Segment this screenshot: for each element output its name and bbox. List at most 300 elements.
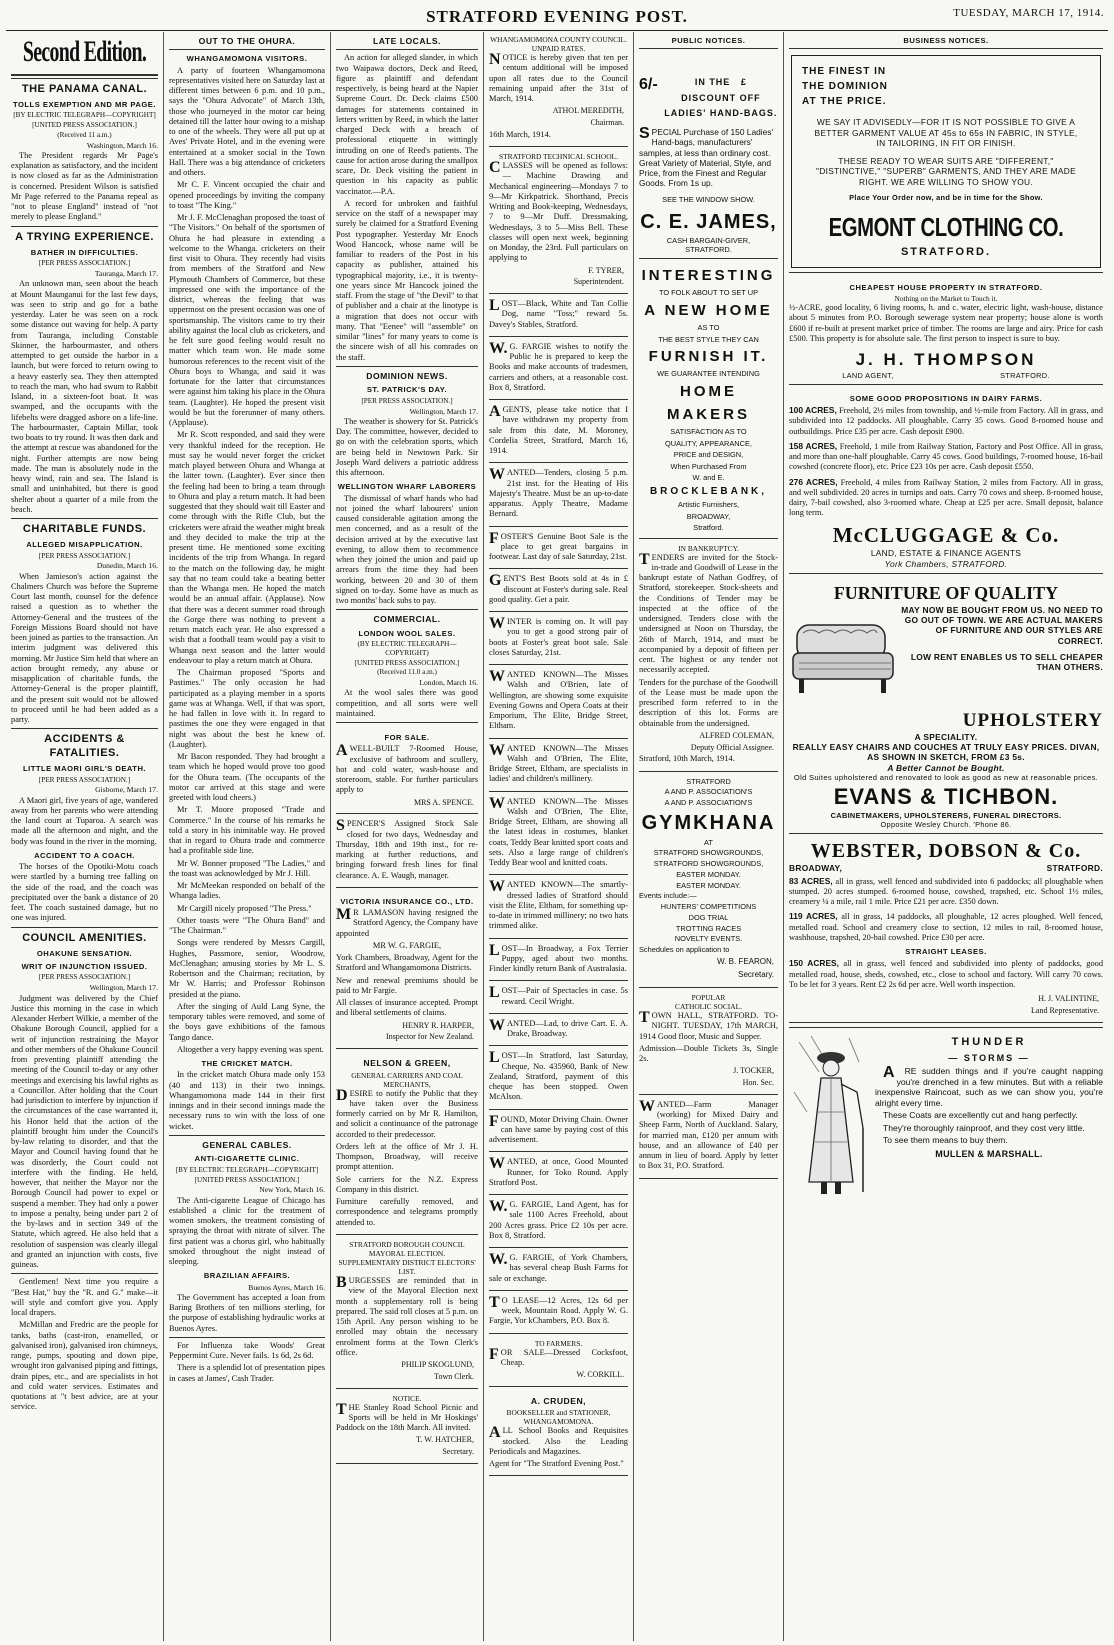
webster-dobson-ad xyxy=(789,836,1103,1023)
council-body: Judgment was delivered by the Chief Justice this morning in the case in which Alexander Herbert Wilkie, a member of the Ohakune Borough Council, applied for a writ of injunction restraining the Mayor and other members of the Ohakune Council from preventing plaintiff attending the meeting of the Council to-day or any other meetings and exercising his lawful rights as a Councillor. After holding that the Court had jurisdiction to interfere by injunction if the circumstances of the case warranted it, his Honor held that the action of the plaintiff brought him under the Council's by-law relating to disorder, and that the Mayor and Council having found that he was disorderly, the Court could not interfere with the finding. He held, however, that neither the Mayor nor the Borough Council had power to expel or suspend a member. They had only a power to impose a penalty, being under part 2 of the by-laws and in section 349 of the Statute, which agreed. He also held that a resolution of suspension was clearly illegal and granted an injunction with costs, five guineas. xyxy=(11,993,158,1269)
cruden-ad xyxy=(489,1389,628,1477)
small-ad-text: LOST—In Stratford, last Saturday, Cheque, No. 435960, Bank of New Zealand, Stratford, payment of this cheque has been stopped. Owen McAlson. xyxy=(489,1049,628,1102)
ad-line: WE GUARANTEE INTENDING xyxy=(657,369,760,379)
ad-line: CATHOLIC SOCIAL. xyxy=(675,1002,742,1012)
dateline: Gisborne, March 17. xyxy=(95,785,158,795)
dairy-farms-ad xyxy=(789,387,1103,574)
agency-line: [UNITED PRESS ASSOCIATION.] xyxy=(32,121,137,130)
dateline: New York, March 16. xyxy=(259,1185,325,1195)
small-ad-text: WANTED KNOWN—The smartly-dressed ladies of Stratford should visit the Elite, Eltham, for something up-to-date in trimmed millinery; no two hats trimmed alike. xyxy=(489,878,628,931)
signature: Land Representative. xyxy=(1031,1005,1099,1015)
ad-line: A NEW HOME xyxy=(644,301,773,319)
dominion-subheading: ST. PATRICK'S DAY. xyxy=(366,385,448,395)
acreage: 158 ACRES, xyxy=(789,440,838,451)
firm-name: BROCKLEBANK, xyxy=(649,485,768,497)
farmers-ad xyxy=(489,1336,628,1387)
charitable-body: When Jamieson's action against the Chalmers Church was before the Supreme Court last month, counsel for the defence raised a question as to whether the Attorney-General and the trustees of the Foreign Missions Board should not have been joined as parties to the transaction. An interim judgment was delivered this morning. Mr Justice Sim held that where an action brought remedy, any abuse or misapplication of charitable funds, the Attorney-General is the proper plaintiff, and the present suit would not be allowed to proceed until he had been added as a party. xyxy=(11,571,159,725)
ad-line: A SPECIALITY. xyxy=(914,731,978,742)
signature: F. TYRER, xyxy=(588,265,624,275)
ad-line: STRATFORD. xyxy=(1000,370,1050,380)
coach-body: The horses of the Opotiki-Motu coach were startled by a burning tree falling on the side of the road, and the coach was precipitated over the bank a distance of 20 feet. The coach sustained damage, but no one was injured. xyxy=(11,862,158,923)
received-line: (Received 11.0 a.m.) xyxy=(377,668,437,677)
locals-para: An action for alleged slander, in which two Waipawa doctors, Deck and Reed, figure as plaintiff and defendant respectively, is being heard at the Napier Supreme Court. Dr. Deck claims £500 damages for statements contained in letters written by Reed, in which the latter charged Deck with a breach of professional etiquette in wittingly intruding on one of Reed's patients. The cause for action arose during the smallpox scare, Dr. Deck visiting the patient in question in his capacity as public vaccinator.—P.A. xyxy=(336,53,478,196)
raincoat-illustration xyxy=(789,1032,871,1202)
ad-line: LAND, ESTATE & FINANCE AGENTS xyxy=(870,548,1022,559)
ad-line: QUALITY, APPEARANCE, xyxy=(665,438,752,448)
nelson-body: Sole carriers for the N.Z. Express Company in this district. xyxy=(336,1174,478,1194)
ad-line: A AND P. ASSOCIATION'S xyxy=(664,787,753,797)
farmers-heading: TO FARMERS. xyxy=(534,1338,583,1348)
small-ad-text: WANTED KNOWN—The Misses Walsh and O'Brien, The Elite, Bridge Street, Eltham, are showing all the latest ideas in costumes, blanket coats, Teddy Bear knitted sport coats and sets. Also a large range of children's Teddy Bear wool and knitted coats. xyxy=(489,794,628,868)
cruden-subheading: BOOKSELLER and STATIONER, xyxy=(506,1408,611,1418)
thunder-subheading: — STORMS — xyxy=(948,1053,1030,1064)
furniture-heading: FURNITURE OF QUALITY xyxy=(833,582,1059,603)
small-ad-text: LOST—Pair of Spectacles in case. 5s reward. Cecil Wright. xyxy=(489,984,628,1006)
spencer-body: SPENCER'S Assigned Stock Sale closed for two days, Wednesday and Thursday, 18th and 19th inst., for re-marking at further reductions, and bringing forward fresh lines for final clearance. A. E. Waugh, manager. xyxy=(336,817,478,880)
farmers-body: FOR SALE—Dressed Cocksfoot, Cheap. xyxy=(489,1345,628,1367)
event-item: DOG TRIAL xyxy=(688,912,729,922)
agency-line: [PER PRESS ASSOCIATION.] xyxy=(361,396,453,405)
egmont-body: WE SAY IT ADVISEDLY—FOR IT IS NOT POSSIBLE TO GIVE A BETTER GARMENT VALUE AT 45s to 65s IN FABRIC, IN STYLE, IN TAILORING, IN FIT OR FINISH. xyxy=(814,117,1078,148)
small-ad xyxy=(489,741,628,792)
ad-line: Events include:— xyxy=(639,891,697,901)
ad-line: EASTER MONDAY. xyxy=(676,869,741,879)
small-ad xyxy=(489,1293,628,1334)
property-description: all in grass, 14 paddocks, all ploughable, 12 acres ploughed. Well fenced, metalled road. School and creamery close to section, 12 miles to rail, 8-roomed house, washhouse, trapshed, 20-bail cowshed. Price £30 per acre. xyxy=(789,912,1104,942)
victoria-body: New and renewal premiums should be paid to Mr Fargie. xyxy=(336,975,478,995)
trying-body: An unknown man, seen about the beach at Mount Maunganui for the last few days, was seen to strip and go for a bathe yesterday. Later he was seen on a rock some distance out waving for help. A party from Tauranga, including Constable Skinner, the harbourmaster, and others attempted to get outside the harbor in a launch, but were forced to return owing to a heavy easterly sea. They then attempted to reach the man, who had swum to Rabbit Island, in a sixteen-foot boat. It was swamped, and the occupants with the lifebelts were dragged ashore on a life-line. The harbourmaster, Captain Millar, took two boats to try round. It was then dark and the attempt at rescue was abandoned for the night. Further attempts are now being made. The man is absolutely nude in the heavy wind, rain and sea. The Island is small and uninhabited, but there is good shelter about a quarter of a mile from the beach. xyxy=(11,279,158,514)
dateline: Wellington, March 17. xyxy=(409,406,478,416)
firm-name: EGMONT CLOTHING CO. xyxy=(828,211,1064,242)
ohura-para: Altogether a very happy evening was spent. xyxy=(177,1044,324,1054)
whanga-subheading: UNPAID RATES. xyxy=(531,44,586,54)
paper-title: STRATFORD EVENING POST. xyxy=(426,7,688,26)
gymkhana-title: GYMKHANA xyxy=(641,811,776,834)
ad-line: SATISFACTION AS TO xyxy=(670,427,747,437)
whanga-body: NOTICE is hereby given that ten per centum additional will be imposed upon all rates due to the Council remaining unpaid after the 31st of March, 1914. xyxy=(489,51,628,104)
thunder-heading: THUNDER xyxy=(951,1035,1027,1048)
ad-line: BROADWAY, xyxy=(686,511,731,521)
ohura-para: The Chairman proposed "Sports and Pastimes." The only occasion he had participated as a playing member in a sports game was at Whanga. Well, if that was sport, he had fallen in love with it. In regard to pastimes the one they were engaged in that night was about the best he knew of. (Laughter). xyxy=(169,668,325,749)
small-ad-text: WANTED KNOWN—The Misses Walsh and O'Brien, The Elite, Bridge Street, Eltham, are specialists in ladies' and children's millinery. xyxy=(489,741,628,784)
nelson-green-ad xyxy=(336,1051,478,1235)
ad-line: CABINETMAKERS, UPHOLSTERERS, FUNERAL DIRECTORS. xyxy=(830,811,1062,821)
acreage: 100 ACRES, xyxy=(789,405,837,416)
notice-ad xyxy=(336,1391,478,1464)
borough-council-ad xyxy=(336,1237,478,1389)
dateline: Wellington, March 17. xyxy=(89,983,158,993)
cruden-body: Agent for "The Stratford Evening Post." xyxy=(489,1459,624,1469)
for-sale-ad xyxy=(336,726,478,814)
thompson-body: ½-ACRE, good locality, 6 living rooms, h. and c. water, electric light, wash-house, distance about 5 minutes from P.O. Borough sewerage system near property; house alone is worth £600 if re-built at present market price of timber. The rooms are large and airy. Price for cash £500. This property is for absolute sale. The first person to inspect is sure to buy. xyxy=(789,303,1103,343)
masthead xyxy=(6,4,1108,31)
furniture-ad xyxy=(789,576,1103,834)
locals-heading: LATE LOCALS. xyxy=(373,36,441,46)
wharf-heading: WELLINGTON WHARF LABORERS xyxy=(337,482,477,492)
small-ad xyxy=(489,941,628,982)
cruden-subheading: WHANGAMOMONA. xyxy=(523,1417,594,1427)
event-item: NOVELTY EVENTS. xyxy=(674,934,743,944)
small-ad-text: WANTED, at once, Good Mounted Runner, for Toko Round. Apply Stratford Post. xyxy=(489,1155,628,1187)
victoria-insurance-ad xyxy=(336,890,478,1049)
signature: Deputy Official Assignee. xyxy=(690,742,774,752)
firm-name: EVANS & TICHBON. xyxy=(833,784,1059,810)
accidents-subheading: LITTLE MAORI GIRL'S DEATH. xyxy=(22,764,147,774)
small-ad xyxy=(489,1048,628,1109)
council-subheading: OHAKUNE SENSATION. xyxy=(36,948,133,958)
signature: ATHOL MEREDITH, xyxy=(552,106,624,116)
small-ad-text: GENT'S Best Boots sold at 4s in £ discount at Foster's during sale. Real good quality. Get a pair. xyxy=(489,572,628,604)
ohura-para: Mr C. F. Vincent occupied the chair and opened proceedings by inviting the company to toast "The King." xyxy=(169,180,325,210)
dateline: Dunedin, March 16. xyxy=(96,561,158,571)
upholstery-heading: UPHOLSTERY xyxy=(962,709,1103,731)
handbags-body: SPECIAL Purchase of 150 Ladies' Hand-bags, manufacturers' samples, at less than ordinary cost. Great Variety of Material, Style, and Price, from the Finest and Regular Goods. From 1s up. xyxy=(639,125,774,189)
ad-line: CASH BARGAIN-GIVER, xyxy=(666,236,751,246)
influenza-ad: For Influenza take Woods' Great Peppermint Cure. Never fails. 1s 6d, 2s 6d. xyxy=(169,1340,325,1361)
signature: Superintendent. xyxy=(573,277,624,287)
notice-date: Stratford, 10th March, 1914. xyxy=(639,754,735,764)
notice-date: 16th March, 1914. xyxy=(489,129,551,139)
borough-subheading: SUPPLEMENTARY DISTRICT ELECTORS' LIST. xyxy=(338,1257,476,1276)
bankruptcy-heading: IN BANKRUPTCY. xyxy=(678,543,739,553)
signature: Town Clerk. xyxy=(434,1371,474,1381)
ohura-para: Mr W. Bonner proposed "The Ladies," and the toast was acknowledged by Mr J. Hill. xyxy=(169,858,325,878)
small-ad-text: WANTED KNOWN—The Misses Walsh and O'Brien, late of Wellington, are showing some exquisite Evening Gowns and Opera Coats at their Emporium, The Elite, Bridge Street, Eltham. xyxy=(489,668,628,731)
cables-heading: GENERAL CABLES. xyxy=(202,1139,292,1150)
charitable-subheading: ALLEGED MISAPPLICATION. xyxy=(26,540,143,550)
ad-line: A AND P. ASSOCIATION'S xyxy=(664,798,753,807)
ad-line: STRATFORD SHOWGROUNDS, xyxy=(653,848,764,858)
ohura-para: A party of fourteen Whangamomona representatives visited here on Saturday last at different times between 6 p.m. and 10 p.m., says the "Ohura Advocate" of March 13th, those who journeyed in the motor car being detained till the latter hour owing to a mishap to one of the wheels. They were all put up at Aves' Private Hotel, and in the evening were entertained at a smoker social in the Town Hall. There was a big attendance of cricketers and others. xyxy=(169,65,325,178)
column-5 xyxy=(634,32,784,1641)
brazil-body: The Government has accepted a loan from Baring Brothers of ten millions sterling, for the purpose of establishing hydraulic works at Buenos Ayres. xyxy=(169,1292,325,1333)
cricket-heading: THE CRICKET MATCH. xyxy=(201,1059,293,1069)
small-ad-text: FOUND, Motor Driving Chain. Owner can have same by paying cost of this advertisement. xyxy=(489,1112,628,1145)
catholic-body: Admission—Double Tickets 3s, Single 2s. xyxy=(639,1043,778,1064)
dateline: London, March 16. xyxy=(419,678,478,688)
notice-body: THE Stanley Road School Picnic and Sports will be held in Mr Hoskings' Paddock on the 18th March. All invited. xyxy=(336,1400,478,1433)
catholic-social-ad xyxy=(639,990,778,1095)
event-item: HUNTERS' COMPETITIONS xyxy=(660,902,757,912)
thunder-body: They're thoroughly rainproof, and they cost very little. xyxy=(883,1122,1085,1133)
ad-line: York Chambers, STRATFORD. xyxy=(884,558,1008,569)
small-ad xyxy=(489,1250,628,1291)
column-3 xyxy=(331,32,484,1641)
ad-line: LADIES' HAND-BAGS. xyxy=(664,107,778,118)
small-ad-text: W.G. FARGIE, of York Chambers, has several cheap Bush Farms for sale or exchange. xyxy=(489,1251,628,1283)
thunder-body: To see them means to buy them. xyxy=(883,1135,1008,1145)
small-ad-text: FOSTER'S Genuine Boot Sale is the place to get great bargains in footwear. Last day of sale Saturday, 21st. xyxy=(489,529,628,562)
ohura-para: Mr R. Scott responded, and said they were very thankful indeed for the reception. He must say he would never forget the cricket match played between Ohura and Whanga at the latter town. (Laughter). Ever since then the feeling had been to bring a team through to Ohura and play a return match. It had been suggested that they should wait till Easter and come through with the Rifle Club, but the cricketers were afraid the weather might break and they decided to make the trip at the present time. He mentioned some exciting incidents of the trip from Whanga. In regard to the match on the following day, he might say that no team could take a beating better than the Whanga men. He hoped the match would be an annual affair. (Applause). Now that there was a decent summer road through the Gorge there was nothing to prevent a return match each year. He also expressed a wish that a football team would pay a visit to Whanga next season and the latter would endeavour to play a return match at Ohura. xyxy=(169,430,325,665)
signature: ALFRED COLEMAN, xyxy=(699,730,774,740)
columns xyxy=(6,32,1108,1641)
borough-heading: STRATFORD BOROUGH COUNCIL xyxy=(349,1239,465,1249)
ad-line: FURNISH IT. xyxy=(648,348,769,366)
ohura-para: Mr J. F. McClenaghan proposed the toast of "The Visitors." On behalf of the sportsmen of Ohura he had pleasure in extending a welcome to the Whanga. cricketers on their first visit to Ohura. They recently had visits from members of the Stratford and New Plymouth Chambers of Commerce, but these impressed one with the importance of the district, whereas the feeling that was uppermost on the present occasion was one of sportsmanship. The visitors came to try their ability against the local club as cricketers, and he felt sure good feeling would result no matter which team won. He made some humorous references to the recent visit of the Ohura boys to Whanga, and said it was fortunate for the latter that circumstances were against him taking his place in the Ohura team. (Laughter). He hoped the present visit would be but the forerunner of many others. (Applause). xyxy=(169,213,325,428)
ad-line: INTERESTING xyxy=(641,267,776,285)
technical-heading: STRATFORD TECHNICAL SCHOOL. xyxy=(499,152,618,162)
signature: J. TOCKER, xyxy=(733,1066,774,1076)
issue-date: TUESDAY, MARCH 17, 1914. xyxy=(953,7,1104,19)
borough-body: BURGESSES are reminded that in view of the Mayoral Election next month a supplementary roll is being prepared. The said roll closes at 5 p.m. on 15th April. Any person wishing to be enrolled may obtain the necessary enrolment forms at the Town Clerk's office. xyxy=(336,1274,478,1357)
technical-body: CLASSES will be opened as follows:— Machine Drawing and Mechanical engineering—Mondays 7 to 9—Mr Kirkpatrick. Shorthand, Precis Writing and Book-keeping, Wednesdays, 7 to 9—Mr Duff. Dressmaking, Wednesdays, 3 to 5—Miss Bell. These classes will open next week, beginning on Monday, the 23rd. Full particulars on applying to xyxy=(489,159,628,263)
small-ad xyxy=(489,296,628,337)
agency-line: (BY ELECTRIC TELEGRAPH—COPYRIGHT) xyxy=(357,639,457,657)
whangamomona-ad xyxy=(489,32,628,147)
signature: Secretary. xyxy=(738,970,774,980)
farm-manager-body: WANTED—Farm Manager (working) for Mixed Dairy and Sheep Farm, North of Auckland. Salary, for married man, £120 per annum with house, and an allowance of £40 per annum in lieu of board. Apply by letter to Box 31, P.O. Stratford. xyxy=(639,1097,778,1171)
small-ad xyxy=(489,794,628,876)
small-ad-text: AGENTS, please take notice that I have withdrawn my property from sale from this date, M. Moroney, Cordelia Street, Stratford, March 16, 1914. xyxy=(489,403,628,456)
column-4 xyxy=(484,32,634,1641)
ad-line: AS TO xyxy=(697,323,720,333)
nelson-heading: NELSON & GREEN, xyxy=(363,1058,451,1069)
ad-line: Opposite Wesley Church. 'Phone 86. xyxy=(880,820,1012,830)
small-ad-text: LOST—Black, White and Tan Collie Dog, name "Toss;" reward 5s. Davey's Stables, Stratford. xyxy=(489,297,628,329)
small-ad xyxy=(489,1154,628,1195)
ohura-para: Mr Cargill nicely proposed "The Press." xyxy=(177,903,312,913)
borough-subheading: MAYORAL ELECTION. xyxy=(368,1248,446,1258)
council-heading: COUNCIL AMENITIES. xyxy=(22,931,147,944)
ad-line: POPULAR xyxy=(691,993,726,1002)
column-2 xyxy=(164,32,331,1641)
furniture-body: REALLY EASY CHAIRS AND COUCHES AT TRULY EASY PRICES. DIVAN, AS SHOWN IN SKETCH, FROM £3 5s. xyxy=(792,742,1100,763)
for-sale-heading: FOR SALE. xyxy=(384,733,430,743)
nelson-body: Orders left at the office of Mr J. H. Thompson, Broadway, will receive prompt attention. xyxy=(336,1141,478,1172)
signature: MRS A. SPENCE. xyxy=(413,797,474,807)
small-ad xyxy=(489,667,628,739)
furniture-body: LOW RENT ENABLES US TO SELL CHEAPER THAN OTHERS. xyxy=(910,651,1103,673)
property-description: all in grass, well fenced and subdivided into plenty of paddocks, good metalled road, house, sheds, cowshed, etc., close to school and factory. Will carry 70 cows. To be let for 3 years. Rent £2 2s 6d per acre. Well worth inspection. xyxy=(789,959,1104,989)
small-ad-text: W.G. FARGIE, Land Agent, has for sale 1100 Acres Freehold, about 200 Acres grass. Price £2 10s per acre. Box 8, Stratford. xyxy=(489,1198,628,1240)
ad-line: STRATFORD SHOWGROUNDS, xyxy=(653,859,764,869)
event-item: TROTTING RACES xyxy=(675,923,742,933)
dominion-body: The weather is showery for St. Patrick's Day. The committee, however, decided to go on with the celebration sports, which are being held in Newtown Park. Sir Joseph Ward delivers a patriotic address this afternoon. xyxy=(336,416,478,477)
small-ad-text: WINTER is coming on. It will pay you to get a good strong pair of boots at Foster's great boot sale. Sale closes Saturday, 21st. xyxy=(489,615,628,657)
pipes-ad: There is a splendid lot of presentation pipes in cases at James', Cash Trader. xyxy=(169,1363,325,1383)
ad-line: THE BEST STYLE THEY CAN xyxy=(658,334,759,344)
wool-body: At the wool sales there was good competition, and all sorts were well maintained. xyxy=(336,688,478,718)
whanga-heading: WHANGAMOMONA COUNTY COUNCIL. xyxy=(490,35,627,44)
small-ad xyxy=(489,1016,628,1047)
dateline: Tauranga, March 17. xyxy=(94,269,158,279)
small-ad xyxy=(489,877,628,938)
ad-line: PRICE and DESIGN, xyxy=(673,450,744,460)
ad-line: DISCOUNT OFF xyxy=(681,92,761,103)
accidents-body: A Maori girl, five years of age, wandered away from her parents who were attending the land court at Tuparoa. A search was made all the afternoon and night, and the body was found in the river in the morning. xyxy=(11,795,158,846)
small-ad xyxy=(489,339,628,400)
small-ad-text: W.G. FARGIE wishes to notify the Public he is prepared to keep the Books and make accounts of tradesmen, carriers and others, at a reasonable cost. Box 8, Stratford. xyxy=(489,339,628,392)
small-ad xyxy=(489,465,628,526)
ad-line: STRATFORD. xyxy=(1046,863,1103,874)
ad-line: Stratford. xyxy=(693,523,724,533)
dominion-heading: DOMINION NEWS. xyxy=(366,370,448,381)
ad-line: IN THE xyxy=(694,77,731,88)
firm-name: MULLEN & MARSHALL. xyxy=(935,1149,1043,1160)
victoria-body: MR LAMASON having resigned the Stratford Agency, the Company have appointed xyxy=(336,906,478,938)
pound-sign: £ xyxy=(740,77,747,88)
dairy-heading: SOME GOOD PROPOSITIONS IN DAIRY FARMS. xyxy=(849,393,1043,403)
small-ad xyxy=(489,1197,628,1248)
ad-line: LAND AGENT, xyxy=(842,370,894,380)
trying-heading: A TRYING EXPERIENCE. xyxy=(15,230,154,243)
ad-line: SEE THE WINDOW SHOW. xyxy=(662,194,755,204)
notice-heading: NOTICE. xyxy=(392,1393,422,1403)
acreage: 150 ACRES, xyxy=(789,958,839,969)
thunder-body: These Coats are excellently cut and hang perfectly. xyxy=(883,1110,1078,1121)
property-description: Freehold, 4 miles from Railway Station, 2 miles from Factory. All in grass, and well subdivided. 20 acres in turnips and oats. Carry 70 cows and sheep. 8-roomed house, dairy, 7-bail cowshed, also 3-roomed whare. Cheap at £25 per acre. Small deposit, balance long term. xyxy=(789,477,1103,518)
column-1 xyxy=(6,32,164,1641)
ad-line: AT xyxy=(704,837,713,847)
signature: W. B. FEARON, xyxy=(717,956,774,966)
signature: Chairman. xyxy=(590,118,624,128)
edition-title: Second Edition. xyxy=(22,35,147,68)
hat-ad: Gentlemen! Next time you require a "Best Hat," buy the "R. and G." make—it will style and comfort give you. Apply local drapers. xyxy=(11,1277,158,1317)
brazil-heading: BRAZILIAN AFFAIRS. xyxy=(203,1271,291,1281)
ad-line: W. and E. xyxy=(692,473,725,483)
thunder-body: ARE sudden things and if you're caught napping you're drenched in a few minutes. But with a reliable inexpensive Raincoat, such as we can show you, you're alright every time. xyxy=(875,1064,1103,1108)
cables-subheading: ANTI-CIGARETTE CLINIC. xyxy=(194,1154,300,1164)
cricket-body: In the cricket match Ohura made only 153 (40 and 113) in their two innings. Whangamomona made 144 in their first innings and in their second innings made the necessary runs to win with the loss of one wicket. xyxy=(169,1070,325,1131)
small-ad xyxy=(489,529,628,570)
victoria-body: York Chambers, Broadway, Agent for the Stratford and Whangamomona Districts. xyxy=(336,953,478,973)
ohura-para: Mr Bacon responded. They had brought a team which he hoped would prove too good for the Ohura team. (The occupants of the motor car arrived at this stage and were greeted with loud cheers.) xyxy=(169,752,325,803)
ohura-para: Other toasts were "The Ohura Band" and "The Chairman." xyxy=(169,915,325,936)
ohura-para: Mr T. Moore proposed "Trade and Commerce." In the course of his remarks he told a story in his inimitable way. He proved that in regard to Ohura trade and commerce had a profitable side line. xyxy=(169,805,325,856)
small-ad-text: LOST—In Broadway, a Fox Terrier Puppy, aged about two months. Finder kindly return Bank of Australasia. xyxy=(489,941,628,974)
ad-line: THE DOMINION xyxy=(802,81,888,93)
locals-para: A record for unbroken and faithful service on the staff of a newspaper may surely be claimed for a Stratford Evening Post typographer. Yesterday Mr Enoch Wood Hancock, whose name will be familiar to readers of the Post in his capacity as publisher, attained his typographical majority, i.e., it is twenty-one years since Mr Hancock joined the staff. From the stage of "the Devil" to that of publisher and a chair at the linotype is a migration that does not occur with many. That "Eenee" will "assemble" on similar "lines" for many years to come is the sincere wish of all his comrades on the staff. xyxy=(336,198,478,362)
brocklebank-ad xyxy=(639,261,778,538)
agency-line: [PER PRESS ASSOCIATION.] xyxy=(38,259,131,268)
ad-line: STRATFORD. xyxy=(900,245,992,258)
charitable-heading: CHARITABLE FUNDS. xyxy=(22,523,147,536)
handbags-ad xyxy=(639,52,778,259)
ad-line: When Purchased From xyxy=(670,461,747,471)
small-ad-text: TO LEASE—12 Acres, 12s 6d per week, Mountain Road. Apply W. G. Fargie, Yor kChambers, P.O. Box 8. xyxy=(489,1293,628,1326)
firm-name: WEBSTER, DOBSON & Co. xyxy=(810,840,1082,863)
nelson-subheading: GENERAL CARRIERS AND COAL MERCHANTS, xyxy=(351,1070,463,1089)
small-ad xyxy=(489,1112,628,1153)
ad-line: BROADWAY, xyxy=(789,863,843,874)
acreage: 119 ACRES, xyxy=(789,911,838,922)
panama-heading: THE PANAMA CANAL. xyxy=(21,82,148,95)
furniture-body: MAY NOW BE BOUGHT FROM US. NO NEED TO GO OUT OF TOWN. WE ARE ACTUAL MAKERS OF FURNITURE AND OUR STYLES ARE CORRECT. xyxy=(901,604,1103,646)
thompson-heading: CHEAPEST HOUSE PROPERTY IN STRATFORD. xyxy=(849,282,1043,292)
nelson-body: Furniture carefully removed, and correspondence and telegrams promptly attended to. xyxy=(336,1197,478,1227)
acreage: 276 ACRES, xyxy=(789,476,838,487)
thompson-ad xyxy=(789,276,1103,385)
agency-line: [PER PRESS ASSOCIATION.] xyxy=(38,973,131,982)
firm-name: C. E. JAMES, xyxy=(640,210,777,233)
gymkhana-ad xyxy=(639,774,778,988)
ohura-para: Songs were rendered by Messrs Cargill, Hughes, Passmore, senior, Woodrow, McClenaghan; amusing stories by Mr L. S. Robertson and the Chairman; recitation, by Mr W. Harris; and Professor Robinson presided at the piano. xyxy=(169,938,325,999)
ad-line: Artistic Furnishers, xyxy=(677,500,740,510)
signature: PHILIP SKOGLUND, xyxy=(401,1360,474,1370)
victoria-agent: MR W. G. FARGIE, xyxy=(372,940,442,950)
ad-line: THE FINEST IN xyxy=(802,66,887,78)
ohura-heading: OUT TO THE OHURA. xyxy=(198,36,296,46)
panama-body: The President regards Mr Page's explanation as satisfactory, and the incident is now closed as far as the Administration is concerned. President Wilson is satisfied Mr Page referred to the Panama repeal as "not to please England" instead of "not merely to please England." xyxy=(11,150,158,222)
egmont-body: Place Your Order now, and be in time for the Show. xyxy=(849,192,1043,202)
technical-school-ad xyxy=(489,149,628,294)
agency-line: [PER PRESS ASSOCIATION.] xyxy=(38,775,131,784)
ad-line: HOME MAKERS xyxy=(666,382,750,423)
signature: H. J. VALINTINE, xyxy=(1038,994,1099,1004)
bankruptcy-body: TENDERS are invited for the Stock-in-trade and Goodwill of Lease in the bankrupt estate of Nathan Godfrey, of Stratford, storekeeper. Stock-sheets and the Conditions of Tender may be inspected at the office of the undersigned. Tenders close with the undersigned at Noon on Thursday, the 26th of March, 1914, and must be accompanied by a deposit of fifteen per cent. The highest or any tender not necessarily accepted. xyxy=(639,550,778,675)
dateline: Washington, March 16. xyxy=(86,140,158,150)
commercial-heading: COMMERCIAL. xyxy=(373,614,441,625)
signature: T. W. HATCHER, xyxy=(416,1435,474,1445)
for-sale-body: AWELL-BUILT 7-Roomed House, exclusive of bathroom and scullery, hot and cold water, wash-house and storeroom, stable. For further particulars apply to xyxy=(336,742,478,795)
thompson-subheading: Nothing on the Market to Touch it. xyxy=(894,294,998,304)
signature: HENRY R. HARPER, xyxy=(402,1020,474,1030)
wool-heading: LONDON WOOL SALES. xyxy=(358,628,456,638)
ohura-para: After the singing of Auld Lang Syne, the temporary tables were removed, and some of the boys gave exhibitions of the famous Tango dance. xyxy=(169,1001,325,1042)
agency-line: [BY ELECTRIC TELEGRAPH—COPYRIGHT] xyxy=(13,111,156,120)
farm-manager-ad xyxy=(639,1097,778,1179)
ad-line: AT THE PRICE. xyxy=(802,96,887,108)
agency-line: [UNITED PRESS ASSOCIATION.] xyxy=(354,658,460,667)
cruden-body: ALL School Books and Requisites stocked. Also the Leading Periodicals and Magazines. xyxy=(489,1424,628,1456)
firm-name: McCLUGGAGE & Co. xyxy=(832,522,1060,547)
property-description: all in grass, well fenced and subdivided into 6 paddocks; all ploughable when stumped. 20 acres stumped. 6-roomed house, cowshed, trapshed, etc. School 1½ miles, creamery ¼ a mile, rail 1 mile. Price £21 per acre. £350 down. xyxy=(789,876,1104,907)
property-description: Freehold, 2½ miles from township, and ½-mile from Factory. All in grass, and subdivided into 12 paddocks. All ploughable. Carry 35 cows. Good 8-roomed house and outbuildings. Price £35 per acre. Cash deposit £900. xyxy=(789,406,1103,436)
egmont-body: THESE READY TO WEAR SUITS ARE "DIFFERENT," "DISTINCTIVE," "SUPERB" GARMENTS, AND THEY ARE MADE RIGHT. WE ARE WILLING TO SHOW YOU. xyxy=(815,156,1077,187)
firm-name: J. H. THOMPSON xyxy=(855,350,1037,370)
ad-line: TO FOLK ABOUT TO SET UP xyxy=(658,288,759,298)
small-ad xyxy=(489,614,628,665)
ohura-para: Mr McMeekan responded on behalf of the Whanga ladies. xyxy=(169,881,325,901)
victoria-body: All classes of insurance accepted. Prompt and liberal settlements of claims. xyxy=(336,998,478,1018)
bankruptcy-ad xyxy=(639,541,778,772)
dateline: Buenos Ayres, March 16. xyxy=(248,1282,325,1292)
furniture-body: Old Suites upholstered and renovated to look as good as new at reasonable prices. xyxy=(793,772,1099,782)
signature: Hon. Sec. xyxy=(742,1078,774,1088)
plumber-ad: McMillan and Fredric are the people for tanks, baths (cast-iron, enamelled, or galvanised iron), galvanised iron chimneys, range, pumps, spouting and down pipe, wrought iron galvanised piping and fittings, drain pipes, etc., and are specialists in hot and cold water services. Estimates and quotations at "t best advice, are at your service. xyxy=(11,1320,159,1412)
coach-subheading: ACCIDENT TO A COACH. xyxy=(34,850,135,860)
accidents-heading: ACCIDENTS & FATALITIES. xyxy=(44,733,125,759)
nelson-body: DESIRE to notify the Public that they have taken over the Business formerly carried on by Mr R. Hamilton, and solicit a continuance of the patronage accorded to their predecessor. xyxy=(336,1086,478,1139)
ohura-subheading: WHANGAMOMONA VISITORS. xyxy=(186,54,308,64)
agency-line: [PER PRESS ASSOCIATION.] xyxy=(38,551,131,560)
small-ad-text: WANTED—Lad, to drive Cart. E. A. Drake, Broadway. xyxy=(489,1016,628,1039)
divan-illustration xyxy=(789,607,901,703)
cables-body: The Anti-cigarette League of Chicago has established a clinic for the treatment of women smokers, the treatment consisting of spraying the throat with nitrate of silver. The first patient was a chorus girl, who habitually smoked throughout the night instead of sleeping. xyxy=(169,1195,325,1267)
thunderstorm-ad xyxy=(789,1027,1103,1202)
discount-amount: 6/- xyxy=(639,76,658,94)
leases-heading: STRAIGHT LEASES. xyxy=(905,947,987,957)
agency-line: [BY ELECTRIC TELEGRAPH—COPYRIGHT] xyxy=(175,1165,319,1174)
public-notices-heading: PUBLIC NOTICES. xyxy=(671,36,746,45)
panama-subheading: TOLLS EXEMPTION AND MR PAGE. xyxy=(13,100,156,109)
ad-line: STRATFORD. xyxy=(685,245,732,255)
agency-line: [UNITED PRESS ASSOCIATION.] xyxy=(194,1175,300,1184)
council-subheading-2: WRIT OF INJUNCTION ISSUED. xyxy=(21,962,148,972)
received-line: (Received 11 a.m.) xyxy=(57,130,112,139)
bankruptcy-body: Tenders for the purchase of the Goodwill of the Lease must be made upon the prescribed form referred to in the description of this lot. Forms are obtainable from the undersigned. xyxy=(639,677,778,728)
small-ad xyxy=(489,402,628,463)
ad-line: STRATFORD xyxy=(686,776,731,786)
small-ad-text: WANTED—Tenders, closing 5 p.m. 21st inst. for the Heating of His Majesty's Theatre. Must be an up-to-date apparatus. Apply Theatre, Madame Bernard. xyxy=(489,466,628,519)
business-notices-heading: BUSINESS NOTICES. xyxy=(903,36,989,45)
property-description: Freehold, 1 mile from Railway Station, Factory and Post Office. All in grass, and more than one-half ploughable. Carry 45 cows. Good buildings, 7-roomed house, 16-bail cowshed (concrete floor), etc. Price £23 10s per acre. Cash deposit £550. xyxy=(789,441,1104,472)
ad-line: EASTER MONDAY. xyxy=(676,880,741,890)
victoria-heading: VICTORIA INSURANCE CO., LTD. xyxy=(340,896,474,906)
cruden-heading: A. CRUDEN, xyxy=(530,1395,587,1406)
small-ad xyxy=(489,983,628,1014)
catholic-body: TOWN HALL, STRATFORD. TO-NIGHT. TUESDAY, 17th MARCH, 1914 Good floor, Music and Supper. xyxy=(639,1009,778,1041)
